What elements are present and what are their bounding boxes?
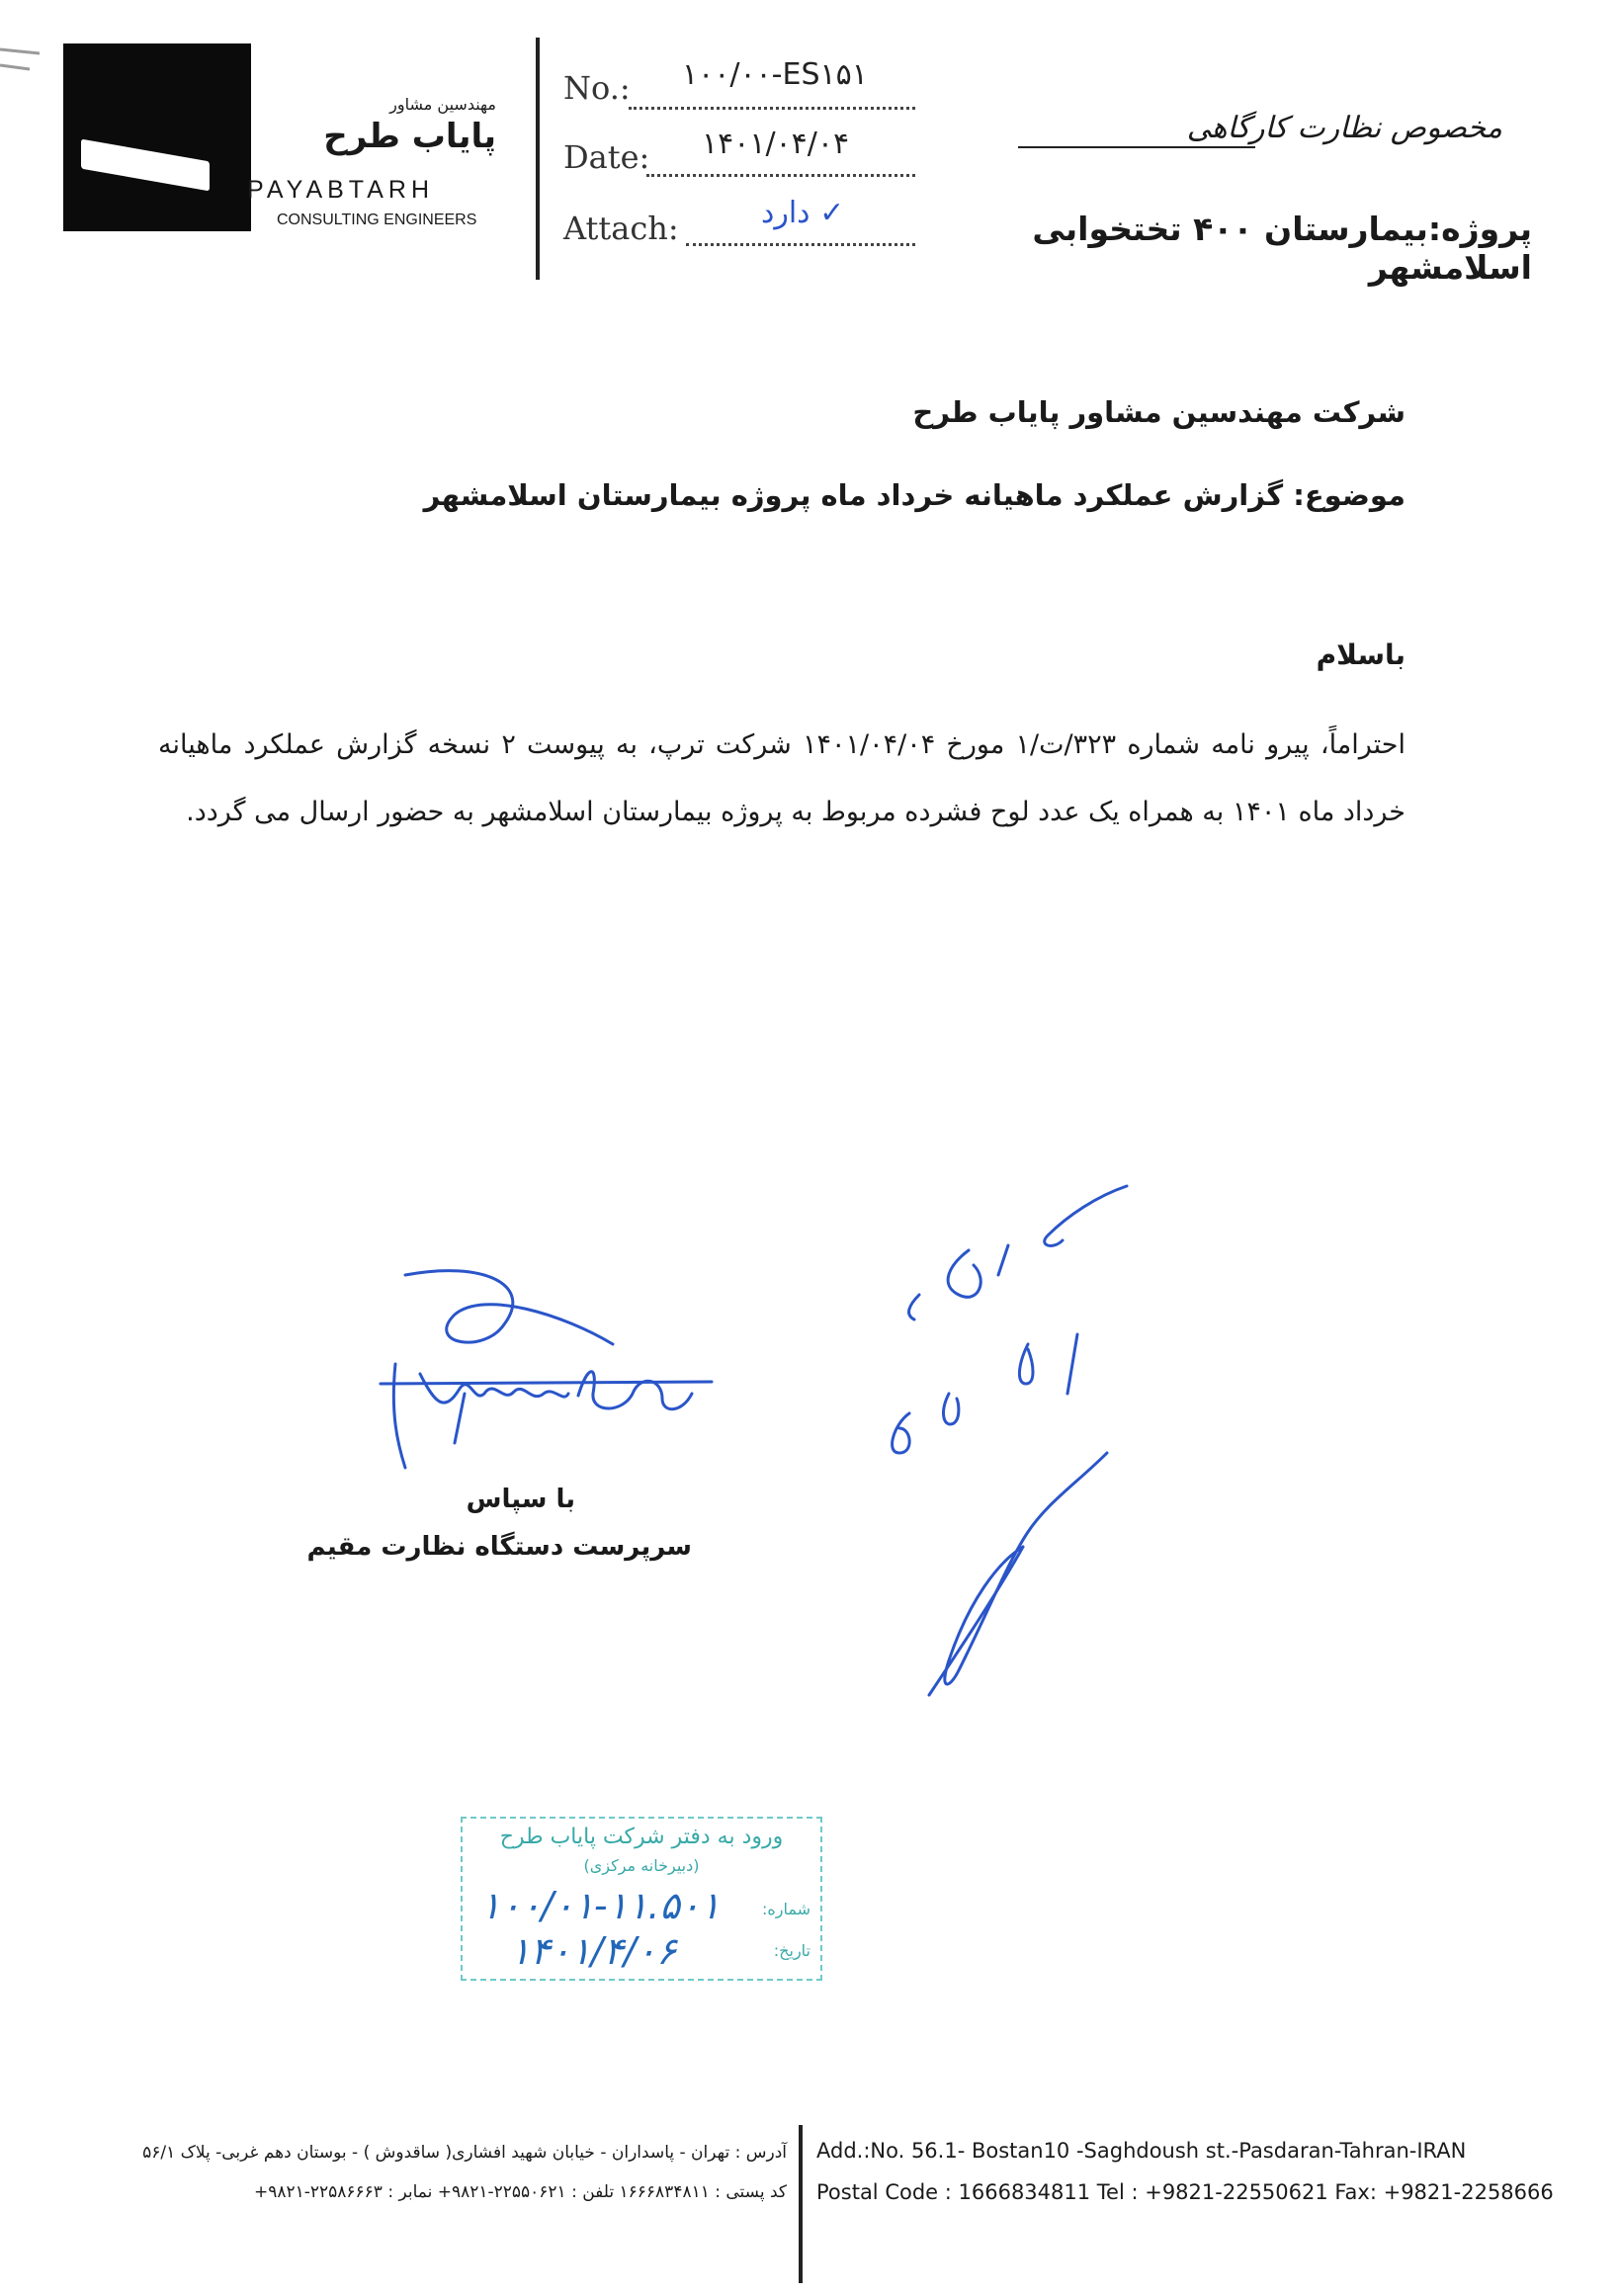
letter-closing: با سپاس [466,1485,575,1514]
letter-date-row [563,138,649,176]
stamp-subtitle: (دبیرخانه مرکزی) [583,1856,700,1875]
attach-label: Attach: [563,210,679,247]
letter-date-value: ۱۴۰۱/۰۴/۰۴ [702,127,850,161]
footer-divider [799,2125,803,2283]
header-divider [536,38,540,280]
header-title: مخصوص نظارت کارگاهی [1186,111,1502,145]
footer-en-contact: Postal Code : 1666834811 Tel : +9821-22550621 Fax: +9821-2258666 [816,2180,1554,2204]
signer-title: سرپرست دستگاه نظارت مقیم [306,1532,692,1562]
letter-date-dotline [646,174,915,177]
registry-stamp [461,1817,822,1981]
stamp-number-label: شماره: [761,1900,810,1918]
letter-number-row [563,69,631,107]
logo-mark [63,43,251,231]
letter-number-value: ۱۰۰/۰۰-ES۱۵۱ [682,57,868,92]
footer-fa-address: آدرس : تهران - پاسداران - خیابان شهید افشاری( ساقدوش ) - بوستان دهم غربی- پلاک ۵۶/۱ [142,2143,787,2163]
letter-subject: موضوع: گزارش عملکرد ماهیانه خرداد ماه پروژه بیمارستان اسلامشهر [423,478,1406,512]
logo-en-subtitle: CONSULTING ENGINEERS [277,212,477,228]
logo-en-name: PAYABTARH [247,176,435,204]
logo-fa-name: پایاب طرح [323,117,496,156]
header-title-underline [1018,146,1255,148]
attach-row [563,210,679,247]
letter-recipient: شرکت مهندسین مشاور پایاب طرح [912,395,1406,429]
attach-dotline [686,243,915,246]
stamp-title: ورود به دفتر شرکت پایاب طرح [499,1825,784,1849]
project-title: پروژه:بیمارستان ۴۰۰ تختخوابی اسلامشهر [1032,210,1532,287]
letter-body-paragraph: احتراماً، پیرو نامه شماره ۳۲۳/ت/۱ مورخ ۱۴۰۱/۰۴/۰۴ شرکت ترپ، به پیوست ۲ نسخه گزارش عملکرد ماهیانه خرداد ماه ۱۴۰۱ به همراه یک عدد لوح فشرده مربوط به پروژه بیمارستان اسلامشهر به حضور ارسال می گردد. [158,729,1406,827]
letter-greeting: باسلام [1316,638,1406,671]
letter-date-label: Date: [563,138,650,176]
letter-number-dotline [629,107,915,110]
footer-fa-contact: کد پستی : ۱۶۶۶۸۳۴۸۱۱ تلفن : ۲۲۵۵۰۶۲۱-۹۸۲۱+ نمابر : ۲۲۵۸۶۶۶۳-۹۸۲۱+ [253,2182,787,2202]
stamp-date-value: ۱۴۰۱/۴/۰۶ [510,1929,677,1973]
handwritten-note [840,1156,1236,1710]
signature-scribble [366,1255,722,1473]
logo-fa-subtitle: مهندسین مشاور [389,95,496,114]
stamp-number-value: ۱۰۰/۰۱-۱۱.۵۰۱ [480,1884,721,1927]
letter-number-label: No.: [563,69,631,107]
stamp-date-label: تاریخ: [773,1941,810,1960]
footer-en-address: Add.:No. 56.1- Bostan10 -Saghdoush st.-Pasdaran-Tahran-IRAN [816,2139,1467,2163]
attach-value: دارد ✓ [761,196,845,230]
